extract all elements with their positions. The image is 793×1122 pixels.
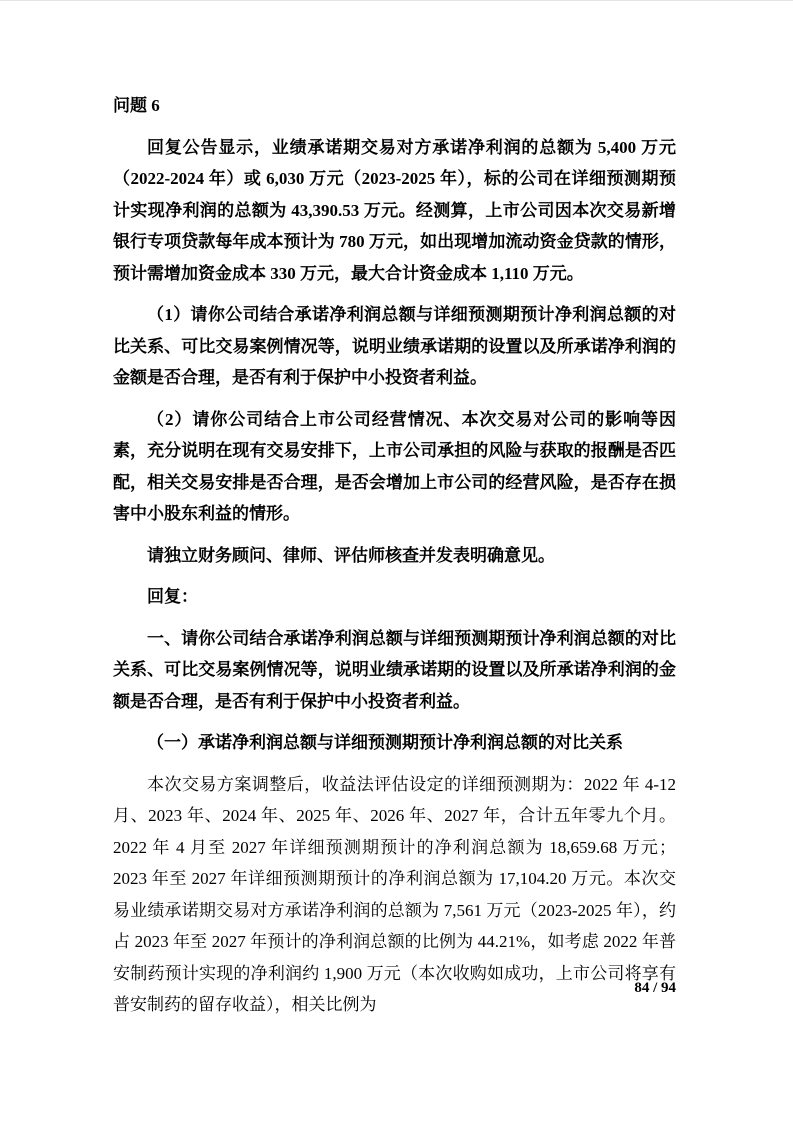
reply-label: 回复：	[147, 587, 198, 606]
question-item-1-paragraph: （1）请你公司结合承诺净利润总额与详细预测期预计净利润总额的对比关系、可比交易案例情况等，说明业绩承诺期的设置以及所承诺净利润的金额是否合理，是否有利于保护中小投资者利益。	[113, 305, 676, 387]
reply-subsection-1-heading: （一）承诺净利润总额与详细预测期预计净利润总额的对比关系	[147, 733, 623, 752]
reply-section-1-heading: 一、请你公司结合承诺净利润总额与详细预测期预计净利润总额的对比关系、可比交易案例情况等，说明业绩承诺期的设置以及所承诺净利润的金额是否合理，是否有利于保护中小投资者利益。	[113, 628, 676, 711]
verification-request-paragraph: 请独立财务顾问、律师、评估师核查并发表明确意见。	[147, 545, 555, 565]
reply-body-paragraph: 本次交易方案调整后，收益法评估设定的详细预测期为：2022 年 4-12 月、2023 年、2024 年、2025 年、2026 年、2027 年，合计五年零九个月。2022 年 4 月至 2027 年详细预测期预计的净利润总额为 18,659.68 万元；2023 年至 2027 年详细预测期预计的净利润总额为 17,104.20 万元。本次交易业绩承诺期交易对方承诺净利润的总额为 7,561 万元（2023-2025 年），约占 2023 年至 2027 年预计的净利润总额的比例为 44.21%，如考虑 2022 年普安制药预计实现的净利润约 1,900 万元（本次收购如成功，上市公司将享有普安制药的留存收益），相关比例为	[113, 774, 676, 1014]
question-intro-paragraph: 回复公告显示，业绩承诺期交易对方承诺净利润的总额为 5,400 万元（2022-2024 年）或 6,030 万元（2023-2025 年），标的公司在详细预测期预计实现净利润的总额为 43,390.53 万元。经测算，上市公司因本次交易新增银行专项贷款每年成本预计为 780 万元，如出现增加流动资金贷款的情形，预计需增加资金成本 330 万元，最大合计资金成本 1,110 万元。	[113, 137, 676, 283]
page-number: 84 / 94	[634, 980, 676, 996]
question-item-2-paragraph: （2）请你公司结合上市公司经营情况、本次交易对公司的影响等因素，充分说明在现有交易安排下，上市公司承担的风险与获取的报酬是否匹配，相关交易安排是否合理，是否会增加上市公司的经营风险，是否存在损害中小股东利益的情形。	[113, 409, 676, 523]
document-content	[113, 90, 676, 1031]
question-heading: 问题 6	[113, 96, 160, 115]
